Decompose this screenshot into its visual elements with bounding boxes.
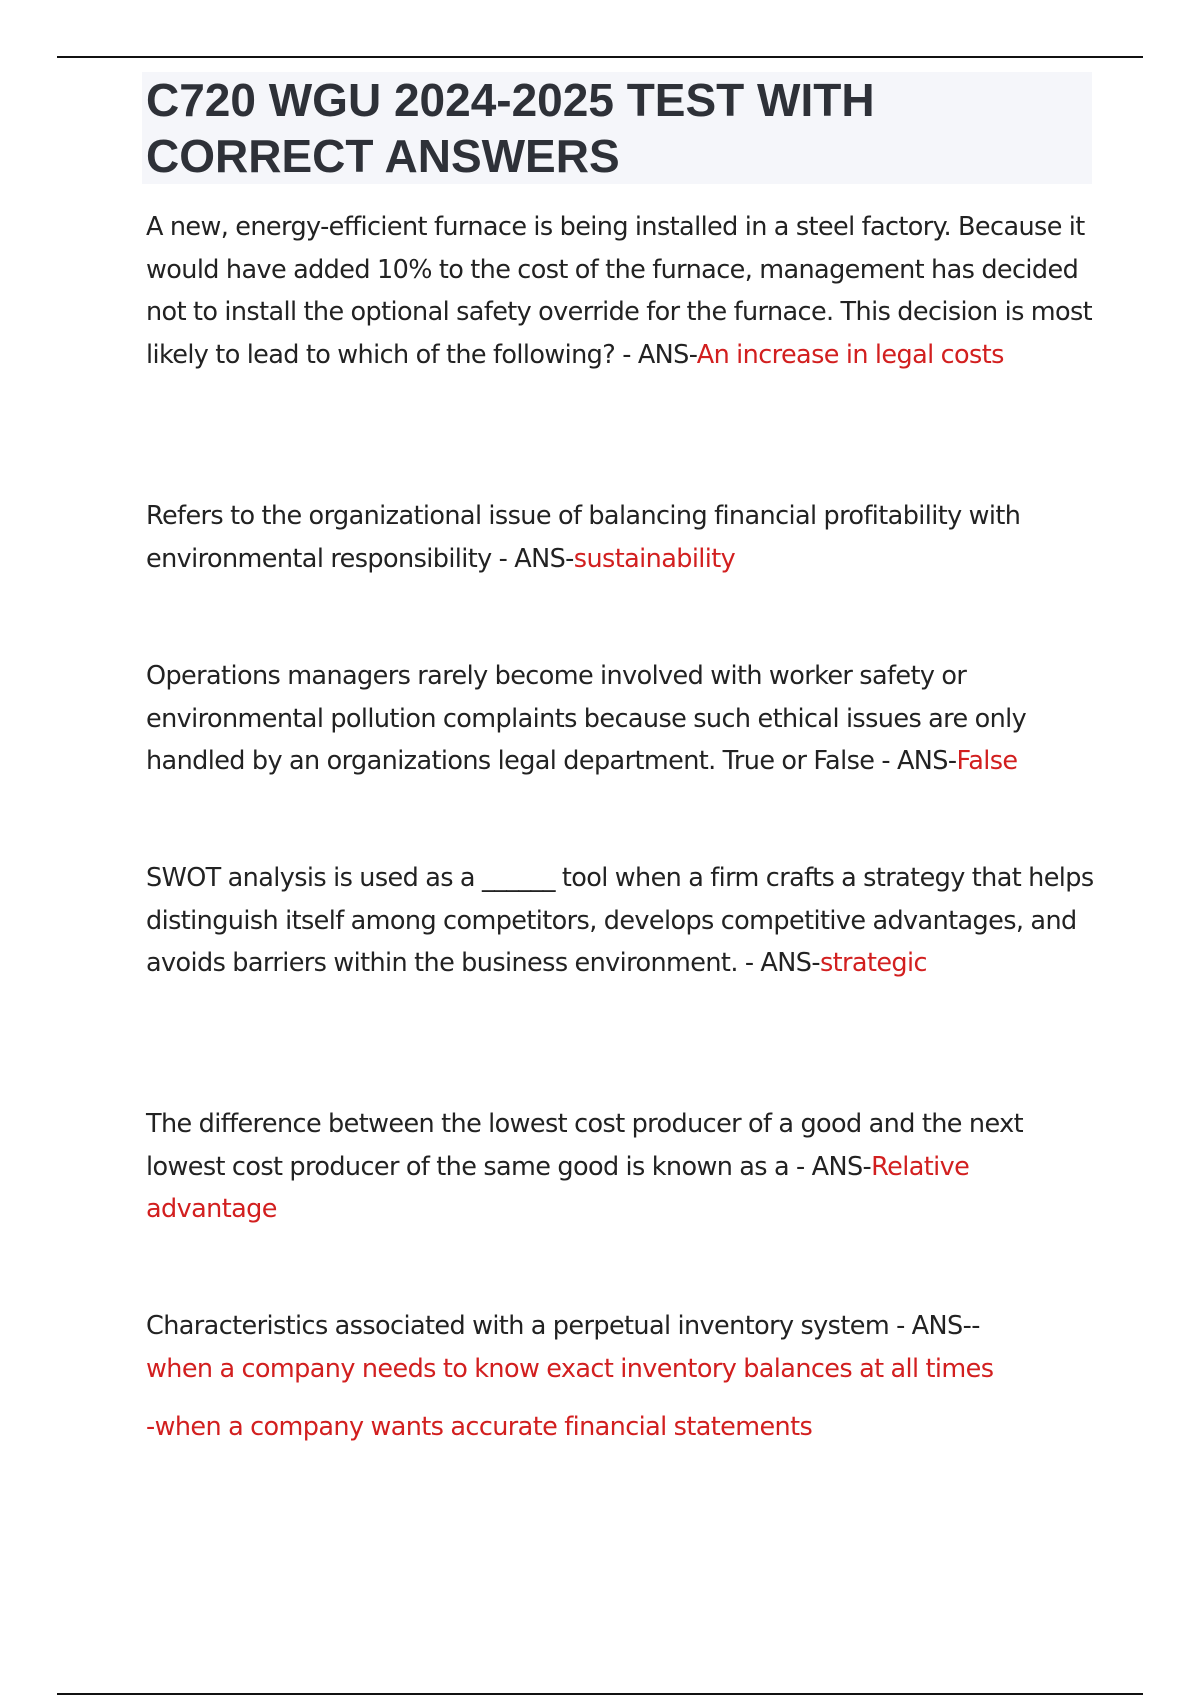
question-text: Refers to the organizational issue of balancing financial profitability with environmental responsibility - ANS-: [146, 501, 1021, 574]
answer-line: when a company needs to know exact inventory balances at all times: [146, 1353, 994, 1384]
answer-line: -when a company wants accurate financial statements: [146, 1412, 813, 1443]
answer-text: Relative advantage: [146, 1151, 970, 1225]
bottom-rule: [57, 1693, 1143, 1695]
document-title: C720 WGU 2024-2025 TEST WITH CORRECT ANSWERS: [146, 74, 875, 182]
question-text: A new, energy-efficient furnace is being installed in a steel factory. Because it would have added 10% to the cost of the furnace, management has decided not to install the optional safety override for the furnace. This decision is most likely to lead to which of the following? - ANS-: [146, 212, 1093, 371]
qa-item: [146, 857, 1096, 985]
question-text: Characteristics associated with a perpetual inventory system - ANS--: [146, 1311, 980, 1341]
question-text: The difference between the lowest cost producer of a good and the next lowest cost producer of the same good is known as a - ANS-: [146, 1109, 1023, 1182]
answer-text: strategic: [819, 948, 927, 979]
answer-text: False: [956, 746, 1018, 777]
qa-item: [146, 1305, 993, 1449]
title-block: [142, 72, 1092, 184]
question-text: Operations managers rarely become involved with worker safety or environmental pollution complaints because such ethical issues are only handled by an organizations legal department. True or False - ANS-: [146, 661, 1027, 777]
qa-item: [146, 655, 1096, 783]
qa-item: [146, 495, 1096, 580]
answer-text: An increase in legal costs: [696, 340, 1004, 371]
top-rule: [57, 56, 1143, 58]
qa-item: [146, 206, 1096, 377]
answer-text: sustainability: [573, 543, 736, 574]
question-text: SWOT analysis is used as a ______ tool when a firm crafts a strategy that helps distinguish itself among competitors, develops competitive advantages, and avoids barriers within the business environment. - ANS-: [146, 863, 1094, 979]
qa-item: [146, 1103, 1096, 1231]
